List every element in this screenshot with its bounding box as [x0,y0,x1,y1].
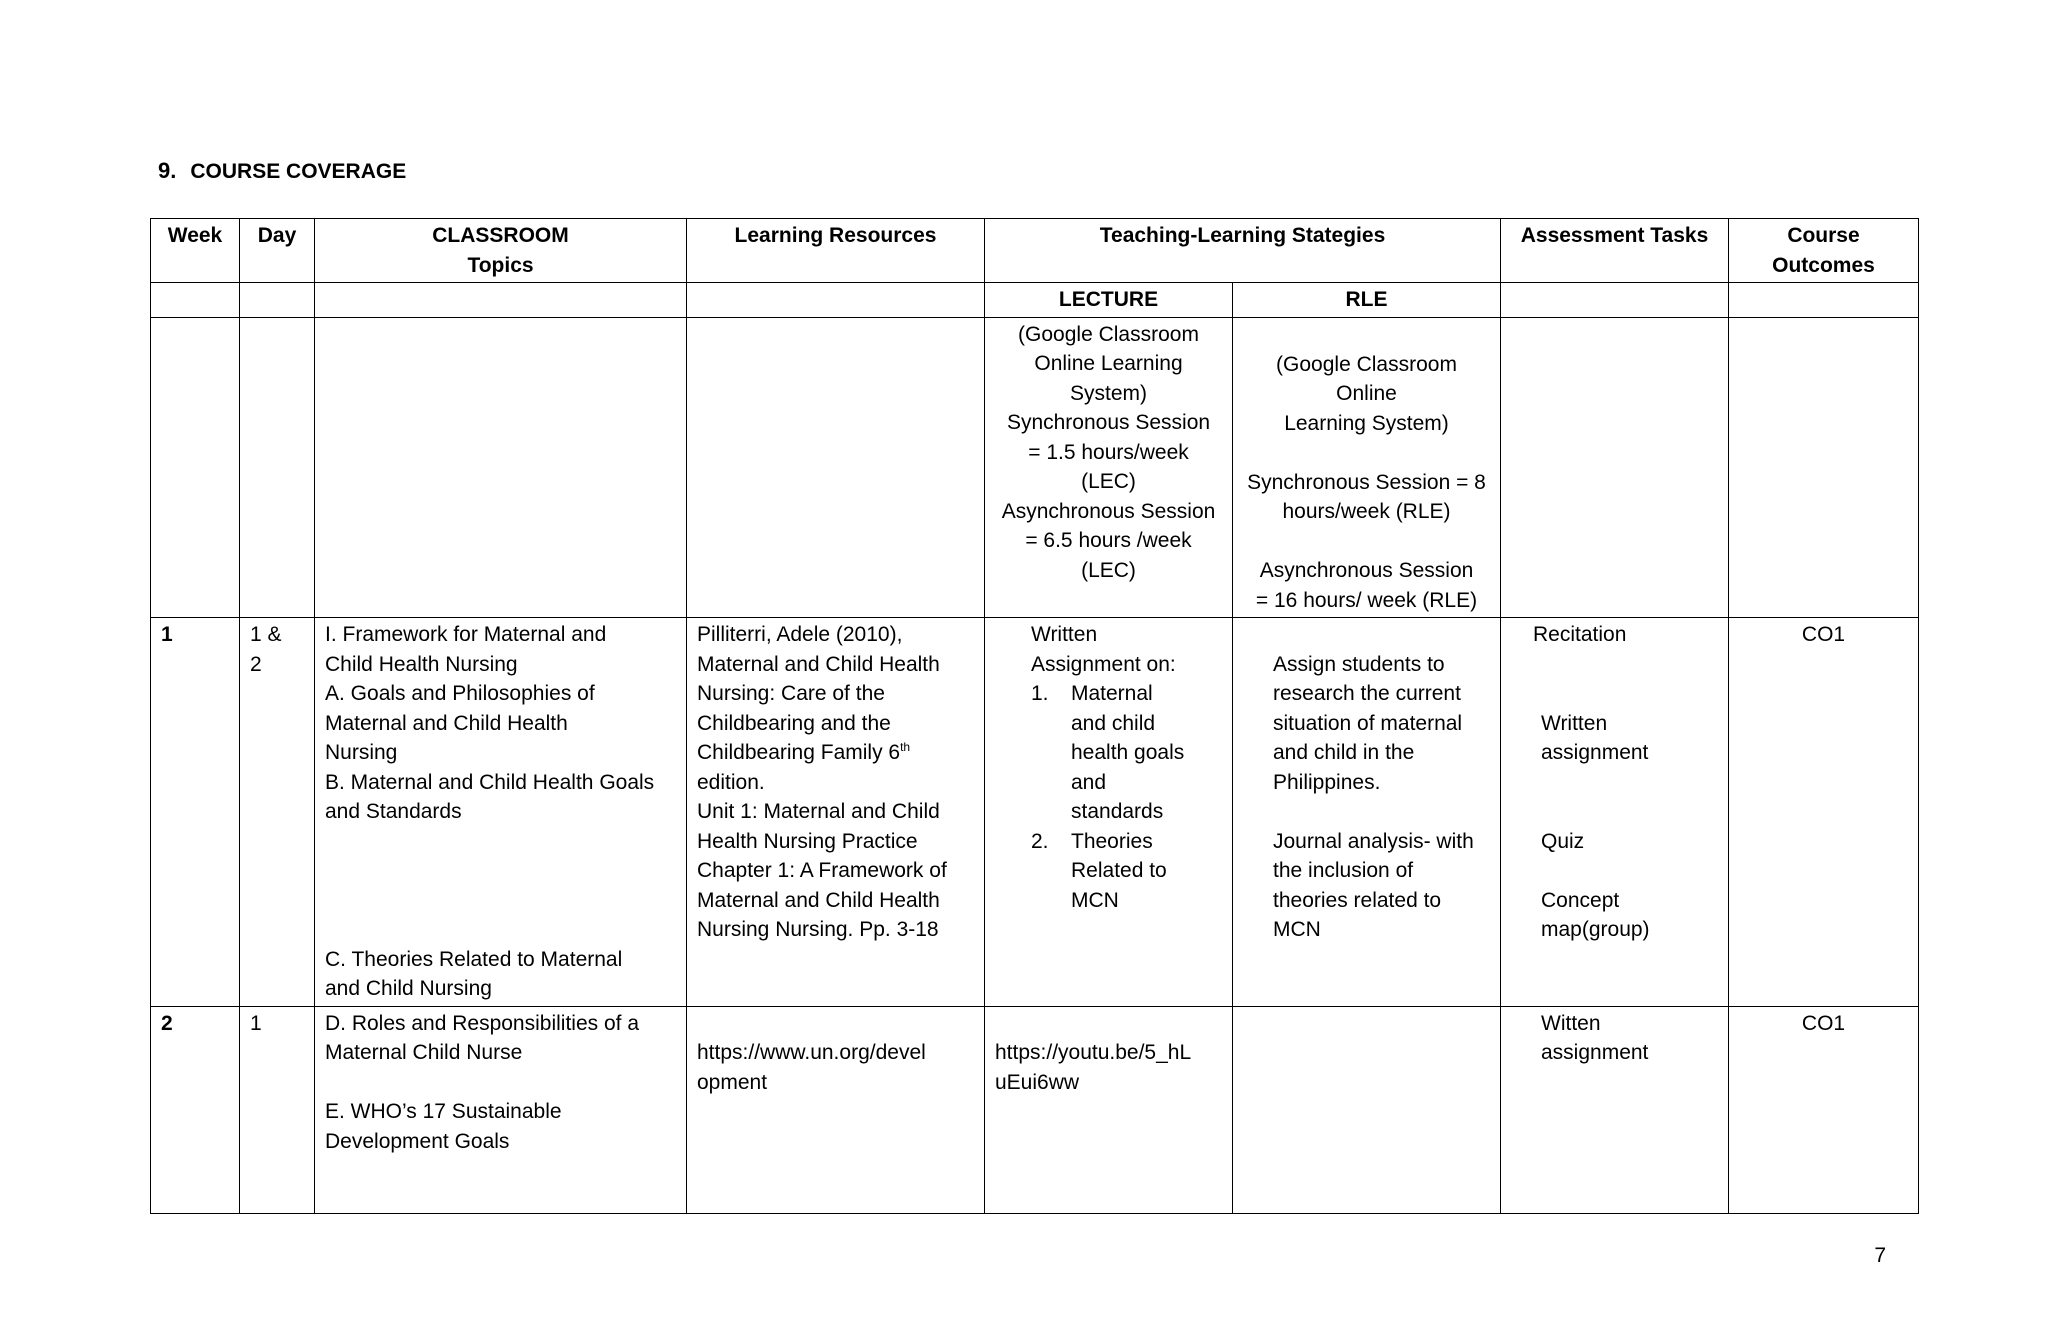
assessment-cell [1501,618,1729,1007]
empty-cell [151,283,240,318]
header-outcomes-line2: Outcomes [1772,253,1875,277]
header-rle: RLE [1233,283,1501,318]
topics-extra: C. Theories Related to Maternal and Child Nursing [325,947,623,1000]
list-item-text: Theories Related to MCN [1071,829,1167,912]
outcome-cell: CO1 [1729,618,1919,1007]
header-row [151,219,1919,283]
topics-main: D. Roles and Responsibilities of a Maternal Child Nurse [325,1011,639,1064]
list-item [1031,679,1222,827]
assessment-quiz: Quiz [1541,829,1585,853]
section-number: 9. [158,158,177,183]
topics-main: I. Framework for Maternal and Child Health Nursing A. Goals and Philosophies of Maternal and Child Health Nursing B. Maternal and Child Health Goals and Standards [325,623,655,823]
assessment-written: Written assignment [1541,711,1649,764]
table-row [151,618,1919,1007]
rle-cell [1233,618,1501,1007]
resources-text-end: edition. Unit 1: Maternal and Child Health Nursing Practice Chapter 1: A Framework of Maternal and Child Health Nursing Nursing. Pp. 3-18 [697,770,947,941]
resources-cell [687,1006,985,1213]
superscript-th: th [900,740,911,754]
course-coverage-table [150,218,1919,1214]
empty-cell [240,283,315,318]
lecture-video-link[interactable]: https://youtu.be/5_hL uEui6ww [995,1041,1192,1094]
table-row [151,1006,1919,1213]
rle-activity-research: Assign students to research the current situation of maternal and child in the Philippines. [1273,652,1463,794]
rle-session-info: (Google Classroom Online Learning System) Synchronous Session = 8 hours/week (RLE) Asynchronous Session = 16 hours/ week (RLE) [1233,317,1501,618]
header-week: Week [151,219,240,283]
header-lecture: LECTURE [985,283,1233,318]
topics-cell [315,618,687,1007]
empty-cell [315,283,687,318]
header-assessment: Assessment Tasks [1501,219,1729,283]
resources-text-start: Pilliterri, Adele (2010), Maternal and Child Health Nursing: Care of the Childbearing and the Childbearing Family 6 [697,623,940,764]
page-number: 7 [1874,1244,1886,1267]
header-resources: Learning Resources [687,219,985,283]
section-title: COURSE COVERAGE [190,160,407,183]
header-topics-line2: Topics [467,253,534,277]
lecture-topic-list [1031,679,1222,915]
header-outcomes-line1: Course [1787,224,1860,247]
topics-cell [315,1006,687,1213]
assessment-concept-map: Concept map(group) [1541,888,1650,941]
lecture-session-info: (Google Classroom Online Learning System) Synchronous Session = 1.5 hours/week (LEC) Asynchronous Session = 6.5 hours /week (LEC) [985,317,1233,618]
empty-cell [315,317,687,618]
session-info-row [151,317,1919,618]
lecture-cell [985,618,1233,1007]
resources-cell [687,618,985,1007]
lecture-intro: Written Assignment on: [1031,623,1176,676]
assessment-recitation: Recitation [1533,623,1627,646]
header-topics-line1: CLASSROOM [432,224,569,247]
empty-cell [1729,283,1919,318]
rle-cell [1233,1006,1501,1213]
empty-cell [1501,317,1729,618]
list-item-number: 2. [1031,829,1049,853]
empty-cell [1729,317,1919,618]
empty-cell [1501,283,1729,318]
empty-cell [240,317,315,618]
lecture-cell [985,1006,1233,1213]
header-day: Day [240,219,315,283]
empty-cell [151,317,240,618]
day-cell: 1 [240,1006,315,1213]
list-item-number: 1. [1031,682,1049,705]
week-cell: 2 [151,1006,240,1213]
empty-cell [687,283,985,318]
empty-cell [687,317,985,618]
outcome-cell: CO1 [1729,1006,1919,1213]
rle-activity-journal: Journal analysis- with the inclusion of theories related to MCN [1273,829,1474,941]
section-heading [158,158,406,184]
day-cell: 1 & 2 [240,618,315,1007]
week-cell: 1 [151,618,240,1007]
header-strategies: Teaching-Learning Stategies [985,219,1501,283]
list-item-text: Maternal and child health goals and standards [1071,682,1185,823]
topics-extra: E. WHO’s 17 Sustainable Development Goals [325,1100,562,1153]
header-topics [315,219,687,283]
list-item [1031,827,1222,916]
resource-link[interactable]: https://www.un.org/devel opment [697,1041,926,1094]
header-outcomes [1729,219,1919,283]
assessment-cell: Witten assignment [1501,1006,1729,1213]
subheader-row [151,283,1919,318]
